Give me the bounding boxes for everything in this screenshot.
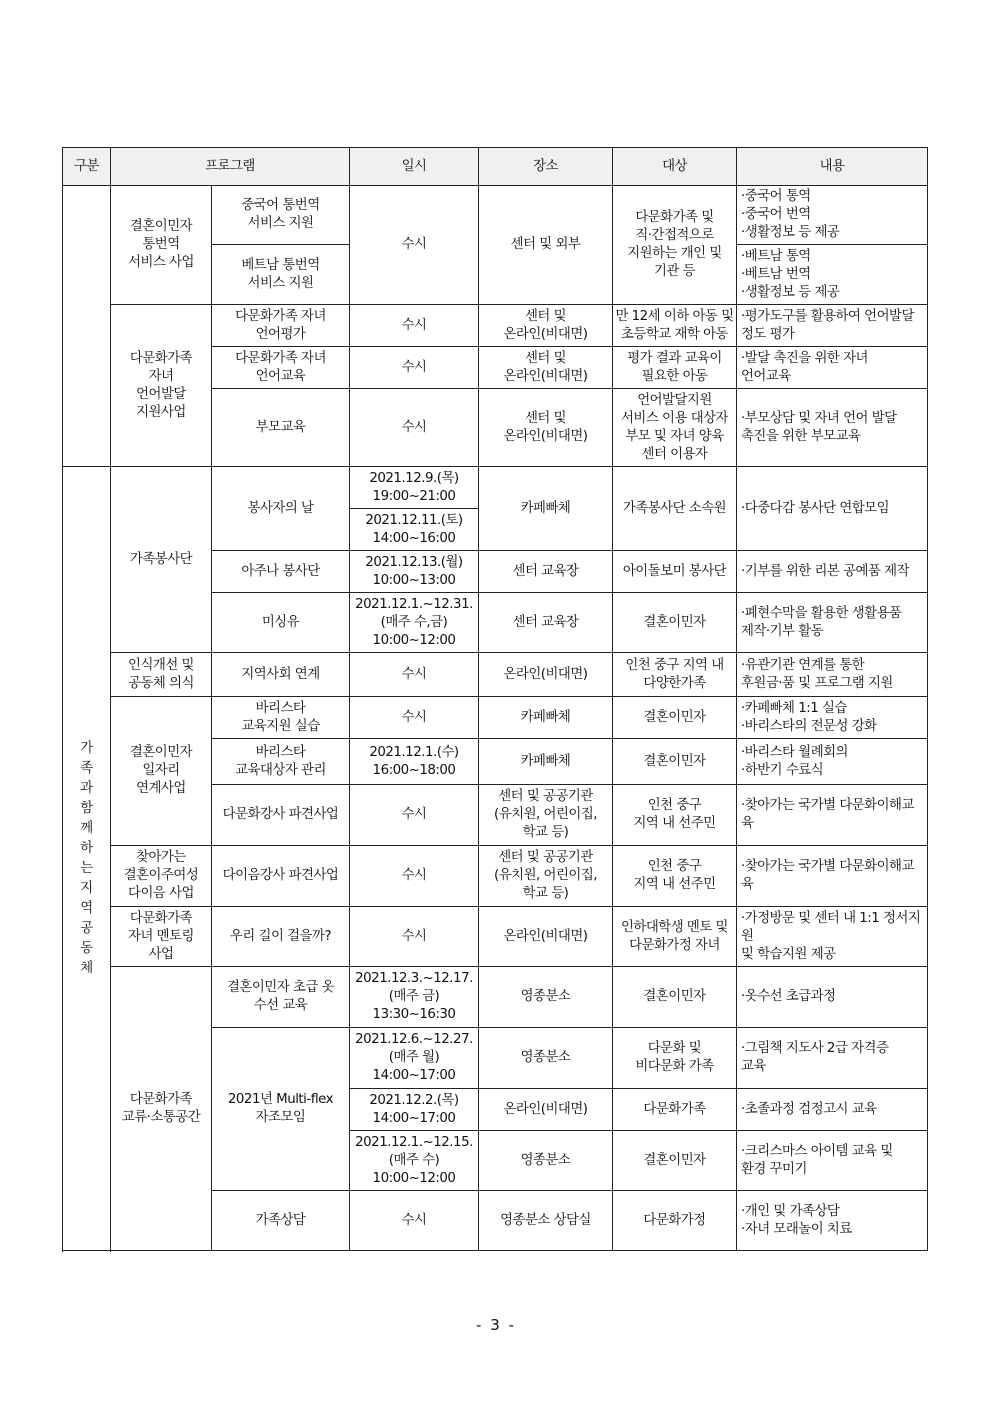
content-cell: ·옷수선 초급과정 [737,967,928,1028]
table-row [63,186,928,245]
target-cell: 가족봉사단 소속원 [613,467,737,551]
date-cell: 2021.12.1.~12.15. (매주 수) 10:00~12:00 [350,1131,479,1191]
program-cell: 우리 길이 걸을까? [212,907,350,967]
category-cell: 다문화가족 교류·소통공간 [111,967,212,1251]
content-cell: ·평가도구를 활용하여 언어발달 정도 평가 [737,305,928,347]
content-cell: ·유관기관 연계를 통한 후원금·품 및 프로그램 지원 [737,653,928,697]
place-cell: 센터 교육장 [479,551,613,593]
page-number: - 3 - [476,1316,516,1334]
target-cell: 인천 중구 지역 내 선주민 [613,785,737,846]
table-row [63,467,928,509]
target-cell: 결혼이민자 [613,593,737,653]
place-cell: 영종분소 상담실 [479,1191,613,1251]
place-cell: 온라인(비대면) [479,653,613,697]
target-cell: 결혼이민자 [613,697,737,739]
category-cell: 다문화가족 자녀 언어발달 지원사업 [111,305,212,467]
place-cell: 센터 및 온라인(비대면) [479,389,613,467]
date-cell: 수시 [350,697,479,739]
content-cell: ·그림책 지도사 2급 자격증 교육 [737,1028,928,1089]
category-cell: 결혼이민자 일자리 연계사업 [111,697,212,846]
category-cell: 가족봉사단 [111,467,212,653]
category-cell: 찾아가는 결혼이주여성 다이음 사업 [111,846,212,907]
date-cell: 2021.12.2.(목) 14:00~17:00 [350,1089,479,1131]
content-cell: ·기부를 위한 리본 공예품 제작 [737,551,928,593]
place-cell: 카페빠체 [479,739,613,785]
program-cell: 다문화가족 자녀 언어교육 [212,347,350,389]
content-cell: ·발달 촉진을 위한 자녀 언어교육 [737,347,928,389]
header-row [63,148,928,186]
place-cell: 카페빠체 [479,467,613,551]
category-cell: 인식개선 및 공동체 의식 [111,653,212,697]
place-cell: 온라인(비대면) [479,1089,613,1131]
group-label: 가 족 과 함 께 하 는 지 역 공 동 체 [63,467,111,1251]
target-cell: 다문화가정 [613,1191,737,1251]
target-cell: 결혼이민자 [613,739,737,785]
program-cell: 가족상담 [212,1191,350,1251]
table-row [63,697,928,739]
place-cell: 영종분소 [479,1028,613,1089]
target-cell: 평가 결과 교육이 필요한 아동 [613,347,737,389]
date-cell: 2021.12.13.(월) 10:00~13:00 [350,551,479,593]
program-cell: 바리스타 교육지원 실습 [212,697,350,739]
date-cell: 수시 [350,347,479,389]
content-cell: ·폐현수막을 활용한 생활용품 제작·기부 활동 [737,593,928,653]
program-cell: 다문화가족 자녀 언어평가 [212,305,350,347]
content-cell: ·크리스마스 아이템 교육 및 환경 꾸미기 [737,1131,928,1191]
program-cell: 다이음강사 파견사업 [212,846,350,907]
group-label [63,186,111,467]
target-cell: 인하대학생 멘토 및 다문화가정 자녀 [613,907,737,967]
place-cell: 센터 및 온라인(비대면) [479,347,613,389]
place-cell: 카페빠체 [479,697,613,739]
date-cell: 수시 [350,1191,479,1251]
content-cell: ·찾아가는 국가별 다문화이해교육 [737,785,928,846]
place-cell: 센터 및 공공기관 (유치원, 어린이집, 학교 등) [479,846,613,907]
content-cell: ·바리스타 월례회의 ·하반기 수료식 [737,739,928,785]
date-cell: 수시 [350,907,479,967]
target-cell: 만 12세 이하 아동 및 초등학교 재학 아동 [613,305,737,347]
program-cell: 아주나 봉사단 [212,551,350,593]
program-cell: 부모교육 [212,389,350,467]
date-cell: 2021.12.3.~12.17. (매주 금) 13:30~16:30 [350,967,479,1028]
target-cell: 결혼이민자 [613,1131,737,1191]
content-cell: ·초졸과정 검정고시 교육 [737,1089,928,1131]
category-cell: 결혼이민자 통번역 서비스 사업 [111,186,212,305]
place-cell: 센터 및 외부 [479,186,613,305]
content-cell: ·찾아가는 국가별 다문화이해교육 [737,846,928,907]
program-cell: 다문화강사 파견사업 [212,785,350,846]
category-cell: 다문화가족 자녀 멘토링 사업 [111,907,212,967]
date-cell: 수시 [350,186,479,305]
header-target: 대상 [613,148,737,186]
target-cell: 다문화가족 및 직·간접적으로 지원하는 개인 및 기관 등 [613,186,737,305]
target-cell: 다문화가족 [613,1089,737,1131]
date-cell: 수시 [350,305,479,347]
content-cell: ·다중다감 봉사단 연합모임 [737,467,928,551]
content-cell: ·베트남 통역 ·베트남 번역 ·생활정보 등 제공 [737,245,928,305]
place-cell: 센터 교육장 [479,593,613,653]
date-cell: 2021.12.6.~12.27. (매주 월) 14:00~17:00 [350,1028,479,1089]
program-table [62,147,928,1251]
program-cell: 봉사자의 날 [212,467,350,551]
target-cell: 아이돌보미 봉사단 [613,551,737,593]
target-cell: 언어발달지원 서비스 이용 대상자 부모 및 자녀 양육 센터 이용자 [613,389,737,467]
header-place: 장소 [479,148,613,186]
content-cell: ·부모상담 및 자녀 언어 발달 촉진을 위한 부모교육 [737,389,928,467]
program-cell: 지역사회 연계 [212,653,350,697]
program-cell: 중국어 통번역 서비스 지원 [212,186,350,245]
date-cell: 2021.12.1.~12.31. (매주 수,금) 10:00~12:00 [350,593,479,653]
program-cell: 바리스타 교육대상자 관리 [212,739,350,785]
date-cell: 수시 [350,389,479,467]
content-cell: ·카페빠체 1:1 실습 ·바리스타의 전문성 강화 [737,697,928,739]
place-cell: 온라인(비대면) [479,907,613,967]
program-cell: 2021년 Multi-flex 자조모임 [212,1028,350,1191]
place-cell: 센터 및 온라인(비대면) [479,305,613,347]
table-row [63,907,928,967]
program-cell: 미싱유 [212,593,350,653]
program-cell: 결혼이민자 초급 옷 수선 교육 [212,967,350,1028]
table-row [63,305,928,347]
target-cell: 인천 중구 지역 내 다양한가족 [613,653,737,697]
header-program: 프로그램 [111,148,350,186]
target-cell: 다문화 및 비다문화 가족 [613,1028,737,1089]
date-cell: 2021.12.1.(수) 16:00~18:00 [350,739,479,785]
place-cell: 영종분소 [479,967,613,1028]
header-category: 구분 [63,148,111,186]
target-cell: 인천 중구 지역 내 선주민 [613,846,737,907]
table-row [63,846,928,907]
content-cell: ·가정방문 및 센터 내 1:1 정서지원 및 학습지원 제공 [737,907,928,967]
date-cell: 수시 [350,653,479,697]
content-cell: ·중국어 통역 ·중국어 번역 ·생활정보 등 제공 [737,186,928,245]
header-content: 내용 [737,148,928,186]
target-cell: 결혼이민자 [613,967,737,1028]
date-cell: 수시 [350,846,479,907]
program-cell: 베트남 통번역 서비스 지원 [212,245,350,305]
place-cell: 센터 및 공공기관 (유치원, 어린이집, 학교 등) [479,785,613,846]
date-cell: 2021.12.9.(목) 19:00~21:00 [350,467,479,509]
content-cell: ·개인 및 가족상담 ·자녀 모래놀이 치료 [737,1191,928,1251]
date-cell: 2021.12.11.(토) 14:00~16:00 [350,509,479,551]
place-cell: 영종분소 [479,1131,613,1191]
header-date: 일시 [350,148,479,186]
table-row [63,653,928,697]
table-row [63,967,928,1028]
date-cell: 수시 [350,785,479,846]
